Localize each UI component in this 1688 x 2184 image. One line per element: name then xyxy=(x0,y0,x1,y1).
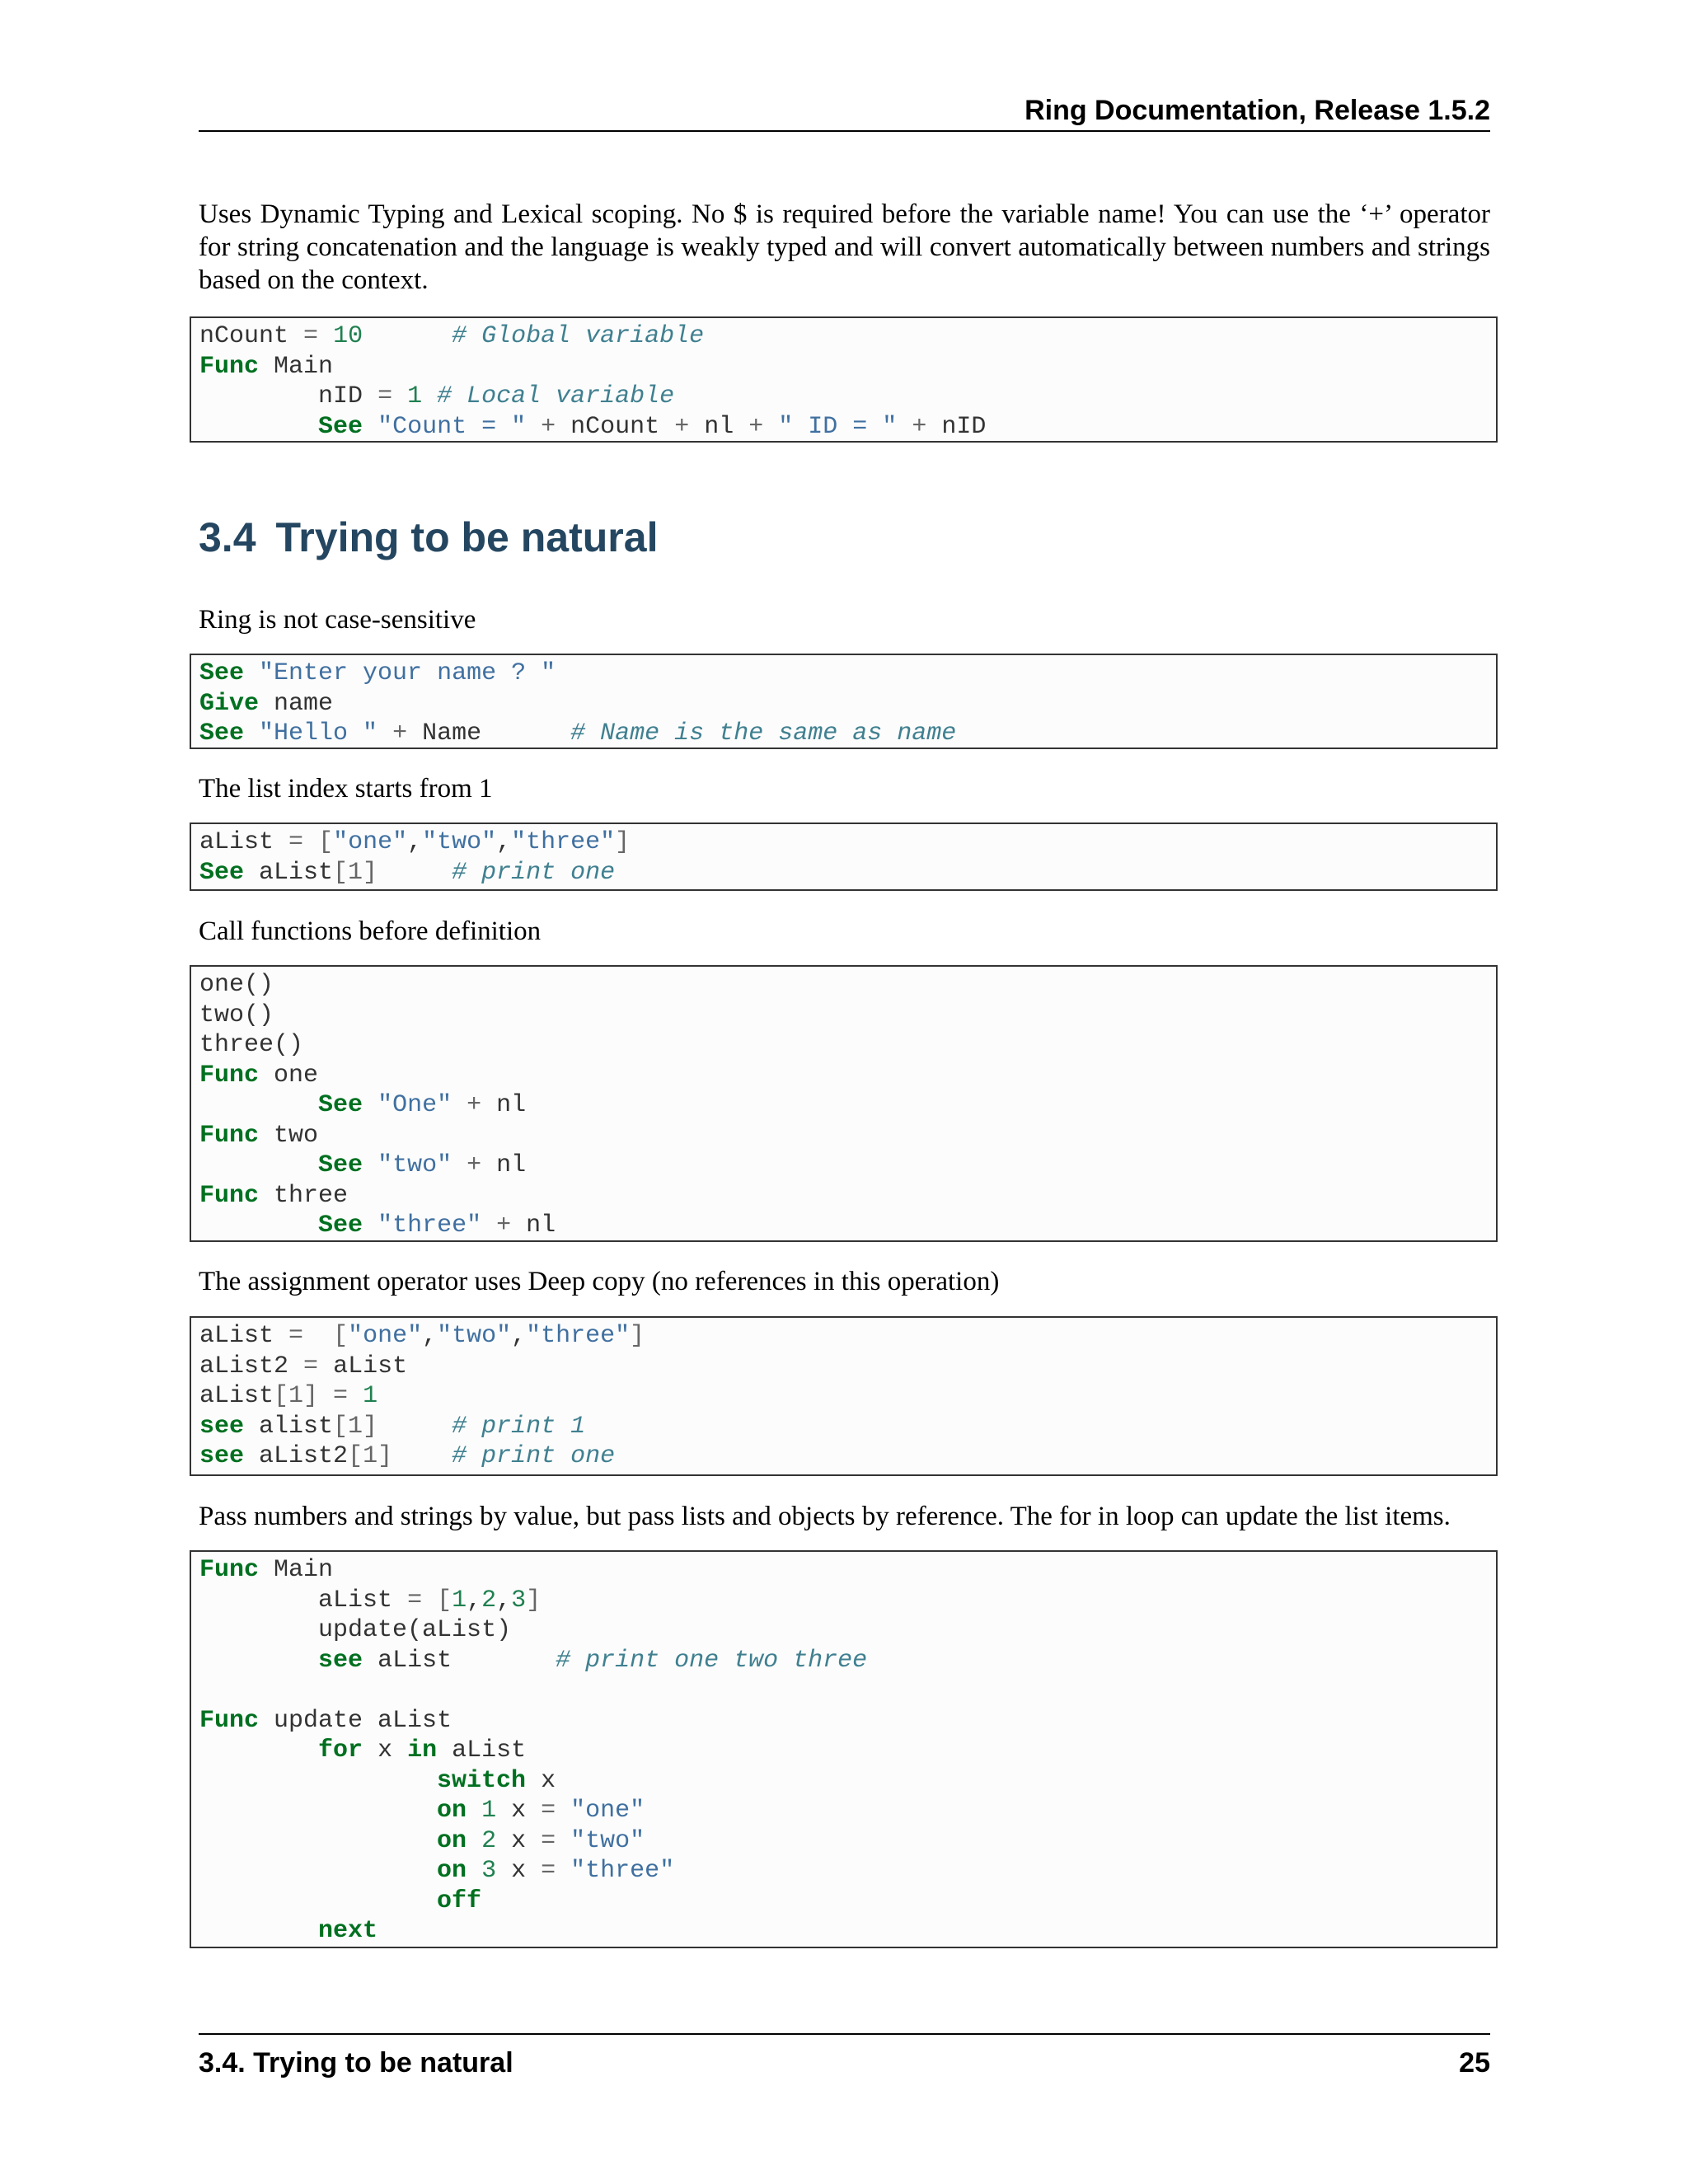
code-line: Func two xyxy=(199,1121,319,1150)
page-footer xyxy=(199,2033,1490,2084)
paragraph-list-index: The list index starts from 1 xyxy=(199,774,493,804)
intro-paragraph: Uses Dynamic Typing and Lexical scoping. No $ is required before the variable name! You can use the ‘+’ operator for string concatenation and the language is weakly typed and will convert automatically between numbers and strings based on the context. xyxy=(199,199,1490,295)
code-line: See "Count = " + nCount + nl + " ID = " + nID xyxy=(318,412,987,441)
section-title: Trying to be natural xyxy=(275,514,659,560)
paragraph-assignment: The assignment operator uses Deep copy (no references in this operation) xyxy=(199,1267,1000,1296)
code-line: three() xyxy=(199,1031,304,1059)
code-line: aList = ["one","two","three"] xyxy=(199,828,631,856)
code-line: See "Enter your name ? " xyxy=(199,659,556,687)
code-line: aList = ["one","two","three"] xyxy=(199,1322,645,1350)
code-line: nCount = 10 # Global variable xyxy=(199,322,705,350)
code-block-variables xyxy=(190,316,1498,443)
code-line: Func one xyxy=(199,1061,319,1090)
code-block-case xyxy=(190,654,1498,749)
code-line: Func three xyxy=(199,1181,349,1210)
code-block-deep-copy xyxy=(190,1316,1498,1476)
code-line: nID = 1 # Local variable xyxy=(318,382,675,410)
paragraph-call-functions: Call functions before definition xyxy=(199,916,542,946)
code-block-functions xyxy=(190,965,1498,1242)
code-line: next xyxy=(318,1917,378,1945)
code-line: See "two" + nl xyxy=(318,1151,527,1179)
paragraph-pass-by: Pass numbers and strings by value, but pass lists and objects by reference. The for in loop can update the list items. xyxy=(199,1502,1451,1531)
code-line: see alist[1] # print 1 xyxy=(199,1412,586,1441)
section-heading xyxy=(199,509,658,566)
paragraph-case-sensitive: Ring is not case-sensitive xyxy=(199,605,476,635)
code-line: See "One" + nl xyxy=(318,1091,527,1119)
code-line: aList2 = aList xyxy=(199,1352,408,1380)
code-line: on 1 x = "one" xyxy=(437,1797,645,1825)
code-line: aList[1] = 1 xyxy=(199,1382,378,1410)
section-number: 3.4 xyxy=(199,514,256,560)
footer-section-title: 3.4. Trying to be natural xyxy=(199,2047,513,2079)
code-line: See aList[1] # print one xyxy=(199,858,616,887)
code-line: Give name xyxy=(199,689,334,718)
code-line: Func Main xyxy=(199,352,334,381)
code-line: one() xyxy=(199,971,274,999)
code-line: See "three" + nl xyxy=(318,1212,556,1240)
code-line: see aList # print one two three xyxy=(318,1646,868,1675)
code-line: switch x xyxy=(437,1766,556,1795)
page-header xyxy=(199,91,1490,132)
header-title: Ring Documentation, Release 1.5.2 xyxy=(1025,95,1490,126)
footer-page-number: 25 xyxy=(1459,2047,1490,2079)
code-line: off xyxy=(437,1886,482,1915)
code-line: on 2 x = "two" xyxy=(437,1826,645,1855)
code-line: on 3 x = "three" xyxy=(437,1857,675,1885)
code-block-list-index xyxy=(190,823,1498,891)
code-line: for x in aList xyxy=(318,1736,527,1765)
code-line: aList = [1,2,3] xyxy=(318,1586,542,1615)
code-line: Func Main xyxy=(199,1556,334,1584)
code-block-pass-by-reference xyxy=(190,1550,1498,1948)
code-line: Func update aList xyxy=(199,1706,452,1735)
code-line: See "Hello " + Name # Name is the same as name xyxy=(199,719,957,748)
code-line: see aList2[1] # print one xyxy=(199,1442,616,1470)
code-line: two() xyxy=(199,1001,274,1029)
code-line: update(aList) xyxy=(318,1616,512,1644)
code-line xyxy=(199,1675,1488,1706)
